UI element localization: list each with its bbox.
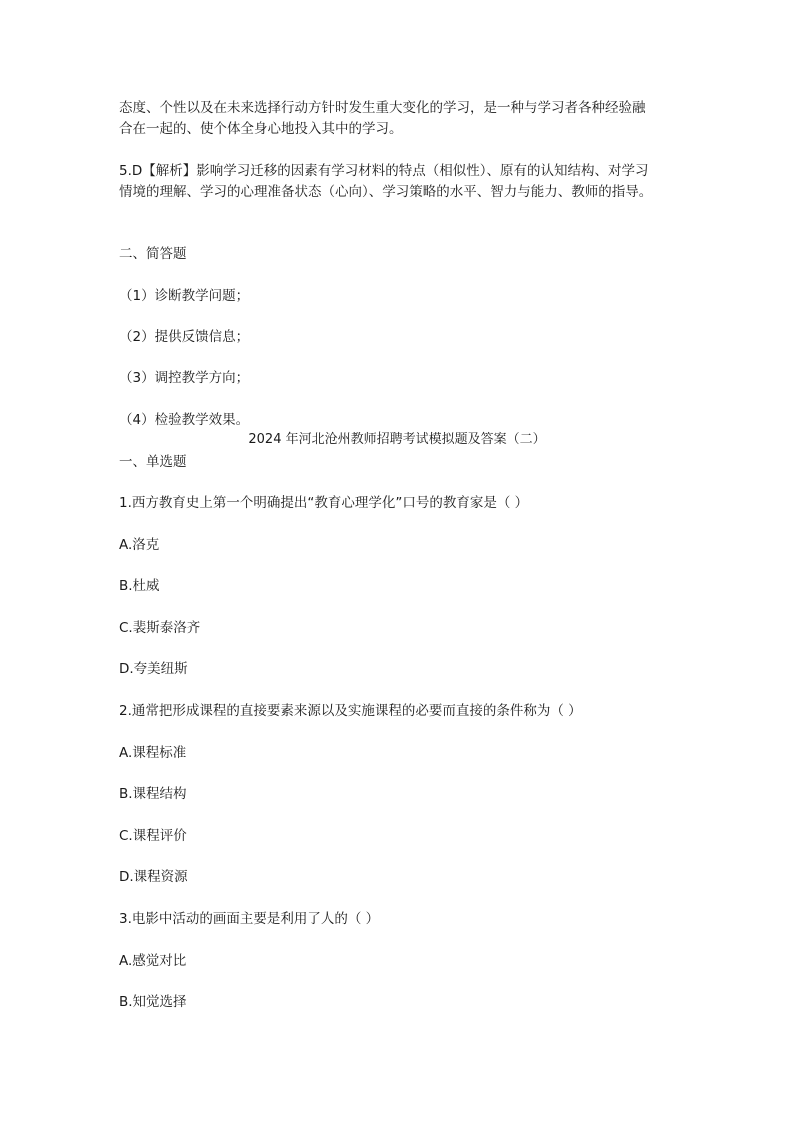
section-heading: 二、简答题 [119,246,187,262]
question-stem: 1.西方教育史上第一个明确提出“教育心理学化”口号的教育家是（ ） [119,495,529,511]
question-option: C.课程评价 [119,828,187,844]
question-option: C.裴斯泰洛齐 [119,620,201,636]
section-heading: 一、单选题 [119,454,187,470]
paragraph-line: 态度、个性以及在未来选择行动方针时发生重大变化的学习，是一种与学习者各种经验融 [119,100,646,116]
paragraph-line: 合在一起的、使个体全身心地投入其中的学习。 [119,121,403,137]
list-item: （2）提供反馈信息； [119,329,250,345]
document-title: 2024 年河北沧州教师招聘考试模拟题及答案（二） [248,432,546,447]
answer-explanation-line: 5.D【解析】影响学习迁移的因素有学习材料的特点（相似性）、原有的认知结构、对学习 [119,163,649,179]
answer-explanation-line: 情境的理解、学习的心理准备状态（心向）、学习策略的水平、智力与能力、教师的指导。 [119,184,653,200]
question-option: B.杜威 [119,578,160,594]
question-option: B.知觉选择 [119,994,187,1010]
question-option: D.夸美纽斯 [119,661,188,677]
question-option: D.课程资源 [119,869,188,885]
question-option: A.感觉对比 [119,953,187,969]
list-item: （1）诊断教学问题； [119,288,250,304]
question-option: A.洛克 [119,537,160,553]
question-stem: 2.通常把形成课程的直接要素来源以及实施课程的必要而直接的条件称为（ ） [119,703,582,719]
list-item: （3）调控教学方向； [119,370,250,386]
list-item: （4）检验教学效果。 [119,412,250,428]
question-option: A.课程标准 [119,745,187,761]
question-option: B.课程结构 [119,786,187,802]
question-stem: 3.电影中活动的画面主要是利用了人的（ ） [119,911,380,927]
